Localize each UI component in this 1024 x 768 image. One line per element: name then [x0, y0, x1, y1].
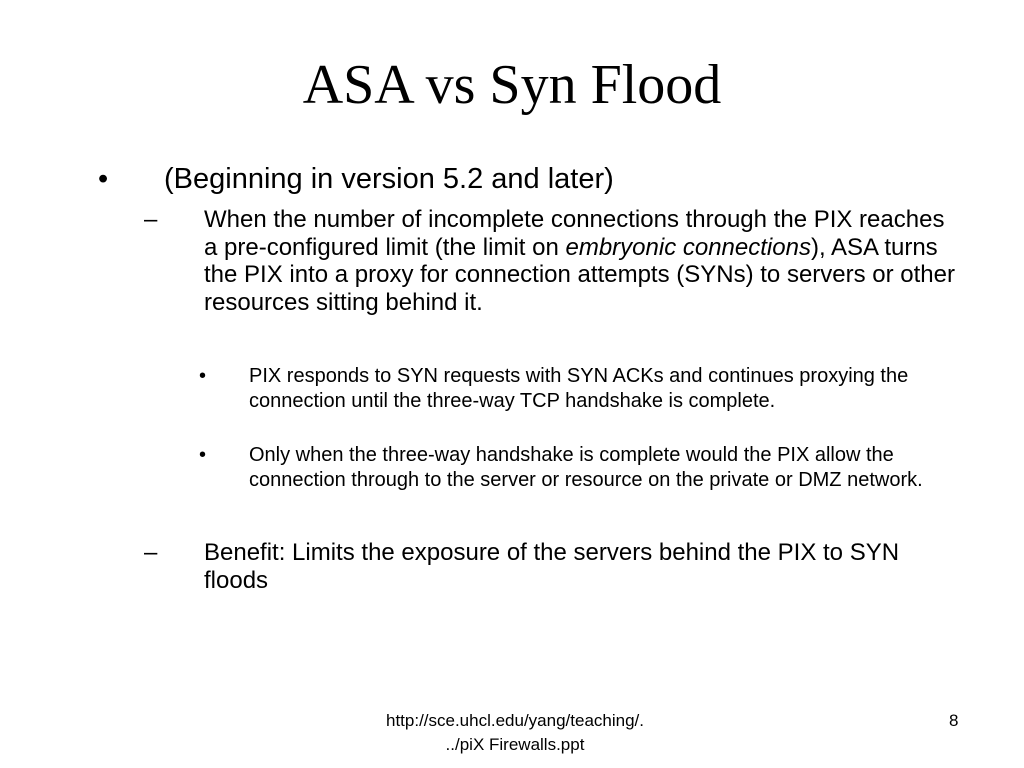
- footer-url-line2: ../piX Firewalls.ppt: [445, 735, 585, 754]
- footer-source-url: [0, 709, 1024, 757]
- dash-marker: –: [144, 539, 158, 566]
- text-part-b: ), ASA turns the PIX into a proxy for connection attempts (SYNs) to servers or other resources sitting behind it.: [204, 233, 955, 316]
- footer-url-line1: http://sce.uhcl.edu/yang/teaching/.: [385, 711, 644, 730]
- text-part-a: When the number of incomplete connections through the PIX reaches a pre-configured limit (the limit on: [204, 206, 945, 261]
- bullet-text: (Beginning in version 5.2 and later): [164, 163, 614, 195]
- bullet-text: Benefit: Limits the exposure of the servers behind the PIX to SYN floods: [204, 539, 900, 594]
- bullet-text: Only when the three-way handshake is complete would the PIX allow the connection through to the server or resource on the private or DMZ network.: [249, 444, 923, 491]
- page-number: 8: [949, 711, 959, 730]
- bullet-marker: •: [199, 444, 207, 466]
- bullet-marker: •: [199, 365, 207, 387]
- bullet-marker: •: [98, 163, 109, 195]
- bullet-text: PIX responds to SYN requests with SYN ACKs and continues proxying the connection until the three-way TCP handshake is complete.: [249, 365, 909, 412]
- dash-marker: –: [144, 206, 158, 233]
- bullet-text: [204, 206, 964, 316]
- emphasis-embryonic: embryonic connections: [565, 233, 811, 261]
- slide-title: ASA vs Syn Flood: [302, 54, 722, 116]
